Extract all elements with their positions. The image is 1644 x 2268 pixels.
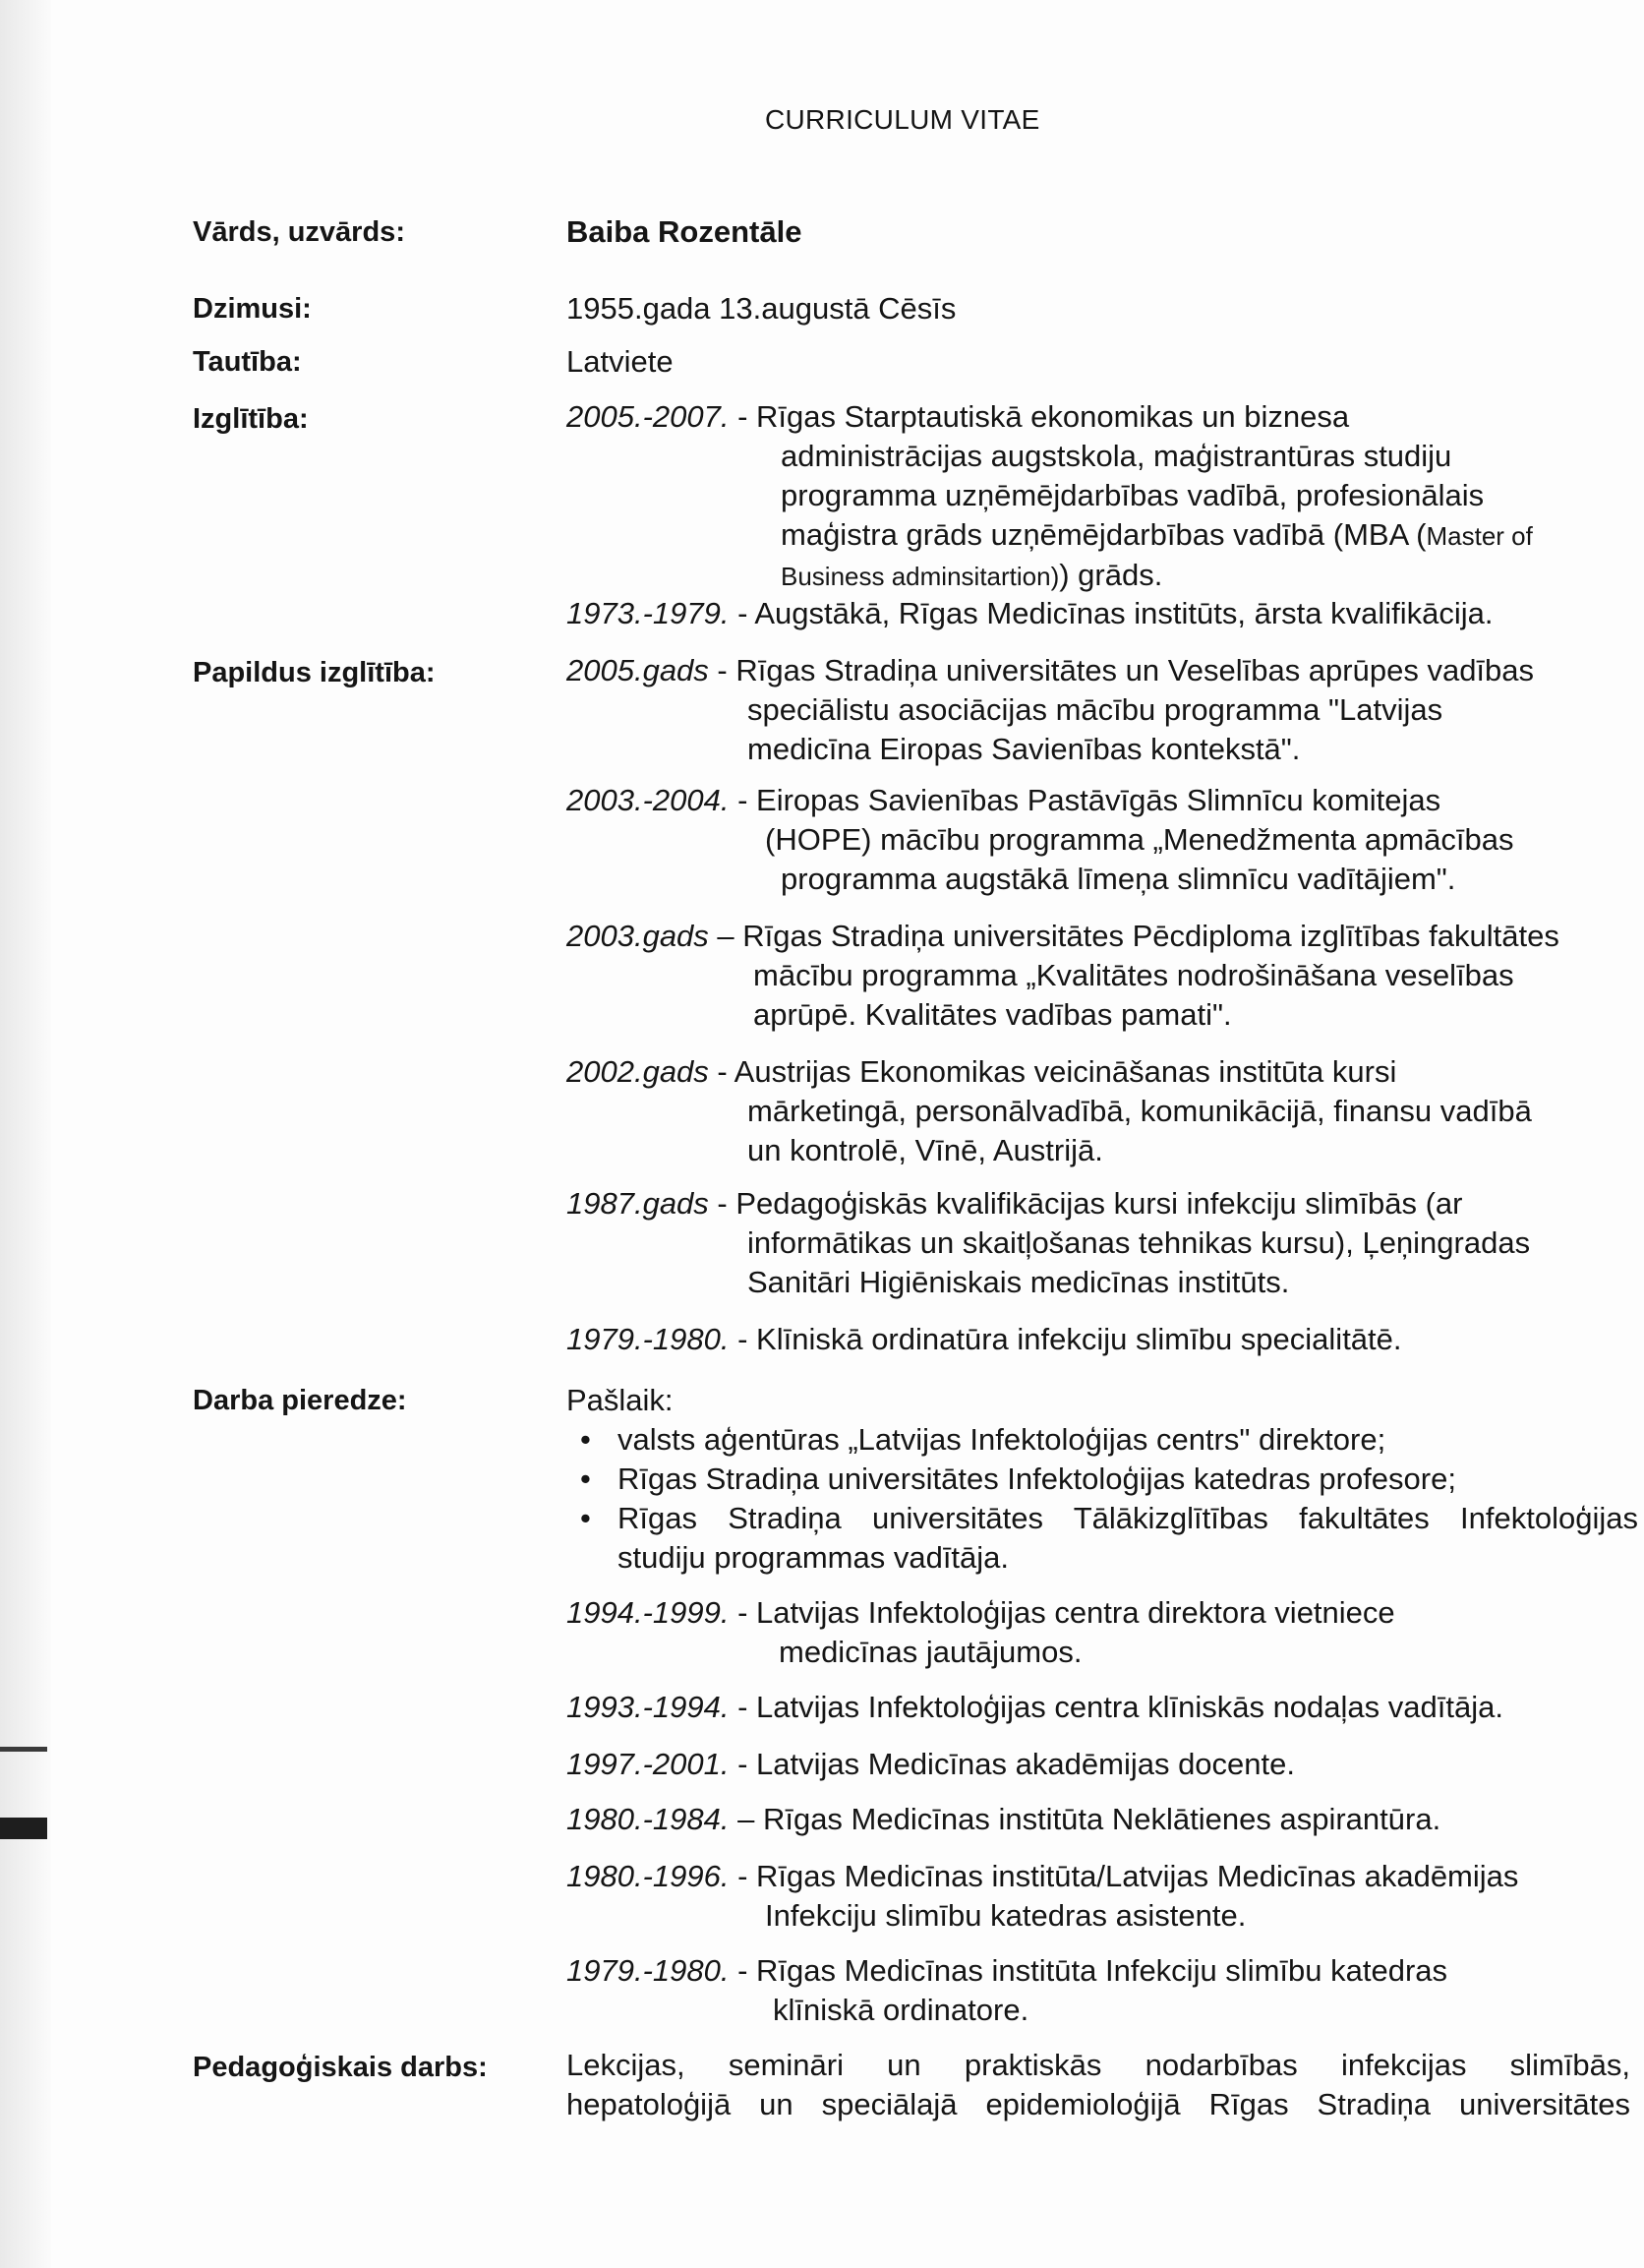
teaching-line: hepatoloģijā un speciālajā epidemioloģijā Rīgas Stradiņa universitātes: [566, 2087, 1630, 2121]
entry-years: 2005.-2007.: [566, 399, 730, 434]
entry-years: 1973.-1979.: [566, 596, 730, 630]
list-item-text: valsts aģentūras „Latvijas Infektoloģijas centrs" direktore;: [617, 1422, 1386, 1457]
entry-text: klīniskā ordinatore.: [773, 1993, 1029, 2027]
entry-text: – Rīgas Medicīnas institūta Neklātienes aspirantūra.: [729, 1802, 1441, 1836]
entry-text: administrācijas augstskola, maģistrantūras studiju: [781, 439, 1452, 473]
entry-years: 1994.-1999.: [566, 1595, 730, 1630]
scan-edge-mark: [0, 1818, 47, 1839]
entry-text: aprūpē. Kvalitātes vadības pamati".: [753, 997, 1232, 1032]
work-current-label: Pašlaik:: [566, 1383, 674, 1417]
entry-years: 2005.gads: [566, 653, 709, 687]
entry-text: - Rīgas Medicīnas institūta Infekciju slimību katedras: [729, 1953, 1448, 1988]
bullet-icon: •: [580, 1501, 591, 1535]
list-item: [566, 1420, 1638, 1460]
entry-text: - Eiropas Savienības Pastāvīgās Slimnīcu komitejas: [729, 783, 1441, 817]
teaching-text: [566, 2046, 1630, 2124]
entry-text: - Latvijas Infektoloģijas centra direktora vietniece: [729, 1595, 1395, 1630]
entry-text: - Rīgas Starptautiskā ekonomikas un biznesa: [729, 399, 1350, 434]
education-label: Izglītība:: [193, 403, 309, 435]
entry-years: 1987.gads: [566, 1186, 709, 1221]
list-item: [566, 1499, 1638, 1578]
teaching-label: Pedagoģiskais darbs:: [193, 2052, 488, 2083]
current-positions-list: [566, 1420, 1638, 1578]
entry-text: - Rīgas Medicīnas institūta/Latvijas Medicīnas akadēmijas: [729, 1859, 1519, 1893]
entry-text: speciālistu asociācijas mācību programma "Latvijas: [747, 692, 1443, 727]
entry-text: maģistra grāds uzņēmējdarbības vadībā (MBA (: [781, 517, 1427, 552]
entry-years: 1979.-1980.: [566, 1322, 730, 1356]
additional-education-entry: [566, 1184, 1638, 1302]
entry-text: - Latvijas Medicīnas akadēmijas docente.: [729, 1747, 1295, 1781]
list-item-text: Rīgas Stradiņa universitātes Tālākizglītības fakultātes Infektoloģijas: [617, 1501, 1638, 1535]
entry-text: mārketingā, personālvadībā, komunikācijā, finansu vadībā: [747, 1094, 1532, 1128]
entry-text: medicīna Eiropas Savienības kontekstā".: [747, 732, 1301, 766]
entry-years: 1997.-2001.: [566, 1747, 730, 1781]
scan-edge: [0, 0, 51, 2268]
nationality-label: Tautība:: [193, 346, 302, 378]
entry-text: Master of: [1426, 521, 1533, 551]
born-label: Dzimusi:: [193, 293, 312, 325]
list-item-text: Rīgas Stradiņa universitātes Infektoloģijas katedras profesore;: [617, 1462, 1456, 1496]
entry-years: 1979.-1980.: [566, 1953, 730, 1988]
entry-text: Business adminsitartion): [781, 562, 1060, 591]
entry-years: 2003.gads: [566, 919, 709, 953]
entry-text: – Rīgas Stradiņa universitātes Pēcdiploma izglītības fakultātes: [708, 919, 1559, 953]
entry-text: - Latvijas Infektoloģijas centra klīniskās nodaļas vadītāja.: [729, 1690, 1503, 1724]
entry-text: ) grāds.: [1059, 558, 1163, 592]
teaching-line: Lekcijas, semināri un praktiskās nodarbības infekcijas slimībās,: [566, 2048, 1630, 2082]
entry-text: - Austrijas Ekonomikas veicināšanas institūta kursi: [708, 1054, 1397, 1089]
entry-text: Sanitāri Higiēniskais medicīnas institūts.: [747, 1265, 1290, 1299]
name-label: Vārds, uzvārds:: [193, 216, 405, 248]
nationality-value: Latviete: [566, 344, 674, 379]
entry-text: un kontrolē, Vīnē, Austrijā.: [747, 1133, 1103, 1167]
entry-text: informātikas un skaitļošanas tehnikas kursu), Ļeņingradas: [747, 1225, 1531, 1260]
work-entry: [566, 1593, 1638, 1672]
entry-text: - Rīgas Stradiņa universitātes un Veselības aprūpes vadības: [708, 653, 1535, 687]
work-entry: [566, 1857, 1638, 1936]
work-entry: [566, 1800, 1638, 1839]
entry-text: medicīnas jautājumos.: [779, 1635, 1083, 1669]
list-item: [566, 1460, 1638, 1499]
work-entry: [566, 1688, 1638, 1727]
entry-text: (HOPE) mācību programma „Menedžmenta apmācības: [765, 822, 1514, 857]
entry-text: mācību programma „Kvalitātes nodrošināšana veselības: [753, 958, 1514, 992]
additional-education-entry: [566, 917, 1638, 1035]
additional-education-entry: [566, 1052, 1638, 1170]
additional-education-label: Papildus izglītība:: [193, 657, 436, 688]
additional-education-entry: [566, 651, 1638, 769]
work-entry: [566, 1745, 1638, 1784]
entry-years: 2002.gads: [566, 1054, 709, 1089]
work-entry: [566, 1951, 1638, 2030]
entry-years: 1980.-1984.: [566, 1802, 730, 1836]
born-value: 1955.gada 13.augustā Cēsīs: [566, 291, 957, 326]
additional-education-entry: [566, 781, 1638, 899]
entry-years: 1980.-1996.: [566, 1859, 730, 1893]
entry-years: 1993.-1994.: [566, 1690, 730, 1724]
additional-education-entry: [566, 1320, 1638, 1359]
list-item-text: studiju programmas vadītāja.: [617, 1540, 1010, 1575]
entry-text: - Klīniskā ordinatūra infekciju slimību specialitātē.: [729, 1322, 1402, 1356]
entry-text: programma uzņēmējdarbības vadībā, profesionālais: [781, 478, 1485, 512]
education-entry: [566, 397, 1638, 596]
name-value: Baiba Rozentāle: [566, 214, 802, 249]
entry-years: 2003.-2004.: [566, 783, 730, 817]
entry-text: - Augstākā, Rīgas Medicīnas institūts, ārsta kvalifikācija.: [729, 596, 1494, 630]
bullet-icon: •: [580, 1462, 591, 1496]
work-label: Darba pieredze:: [193, 1385, 407, 1416]
cv-page: [51, 0, 1644, 2268]
bullet-icon: •: [580, 1422, 591, 1457]
education-entry: [566, 594, 1638, 633]
scan-edge-mark: [0, 1747, 47, 1752]
document-title: CURRICULUM VITAE: [765, 104, 1040, 135]
entry-text: - Pedagoģiskās kvalifikācijas kursi infekciju slimībās (ar: [708, 1186, 1463, 1221]
entry-text: programma augstākā līmeņa slimnīcu vadītājiem".: [781, 862, 1456, 896]
entry-text: Infekciju slimību katedras asistente.: [765, 1898, 1247, 1933]
